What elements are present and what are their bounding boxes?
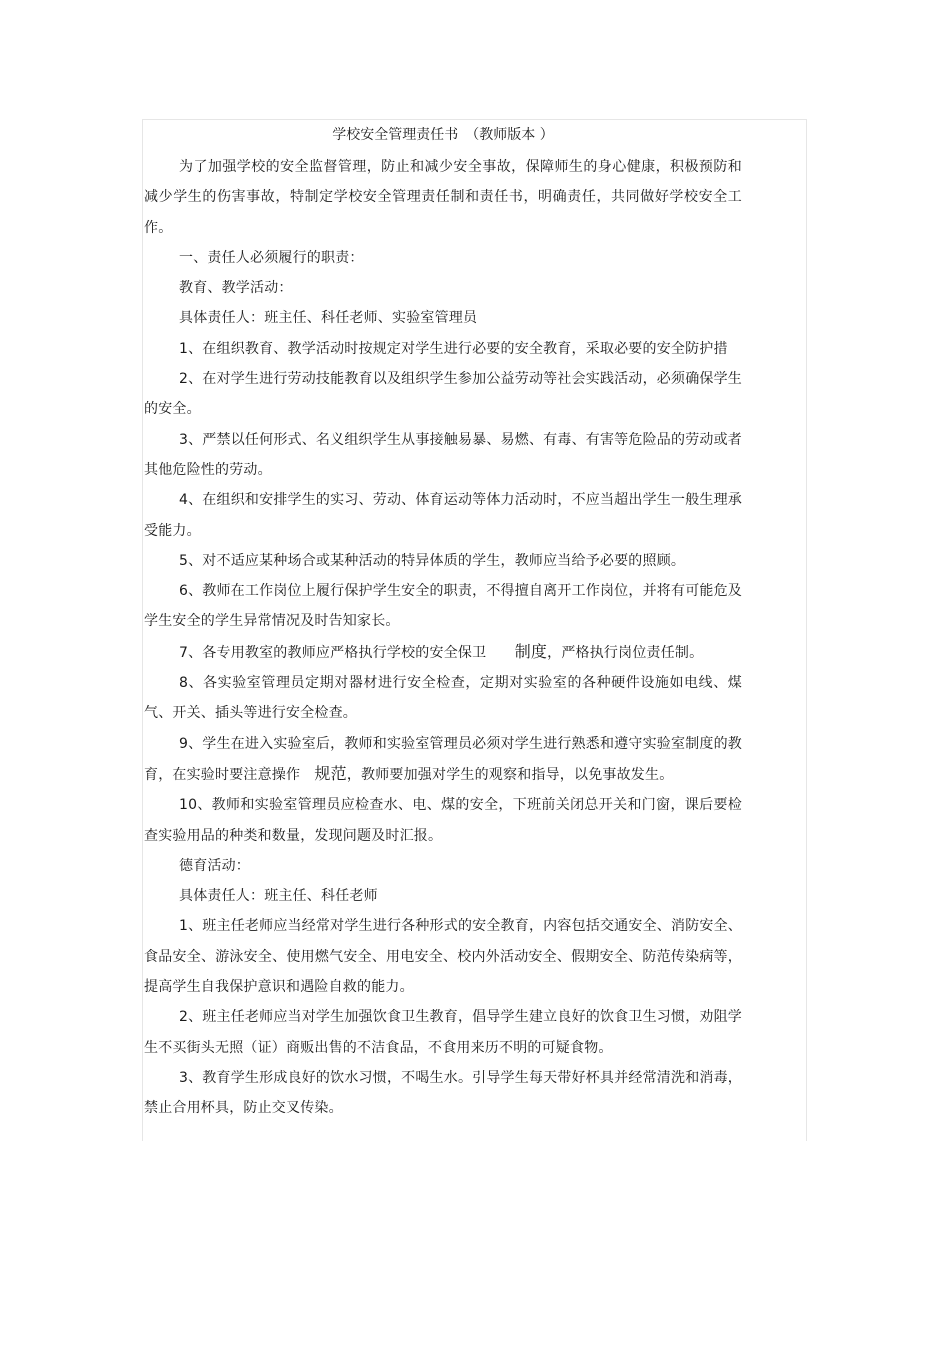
teaching-item-4: 4、在组织和安排学生的实习、劳动、体育运动等体力活动时，不应当超出学生一般生理承受能力。: [144, 492, 742, 539]
teaching-item-9: [144, 729, 742, 791]
teaching-item-5: 5、对不适应某种场合或某种活动的特异体质的学生，教师应当给予必要的照顾。: [179, 552, 686, 569]
teaching-item-6: 6、教师在工作岗位上履行保护学生安全的职责，不得擅自离开工作岗位，并将有可能危及学生安全的学生异常情况及时告知家长。: [144, 583, 742, 630]
moral-item-1: 1、班主任老师应当经常对学生进行各种形式的安全教育，内容包括交通安全、消防安全、食品安全、游泳安全、使用燃气安全、用电安全、校内外活动安全、假期安全、防范传染病等，提高学生自我保护意识和遇险自救的能力。: [144, 918, 742, 996]
teaching-item-9-part-a: 9、学生在进入实验室后，教师和实验室管理员必须对学生进行熟悉和遵守实验室制度的教育，在实验时要注意操作: [144, 735, 742, 783]
teaching-item-9-part-b: 规范: [314, 763, 347, 783]
teaching-item-2: 2、在对学生进行劳动技能教育以及组织学生参加公益劳动等社会实践活动，必须确保学生的安全。: [144, 371, 742, 418]
teaching-item-7: [144, 637, 742, 668]
teaching-responsible: 具体责任人：班主任、科任老师、实验室管理员: [179, 310, 478, 327]
section-heading-duties: 一、责任人必须履行的职责：: [179, 249, 364, 266]
moral-item-3: 3、教育学生形成良好的饮水习惯，不喝生水。引导学生每天带好杯具并经常清洗和消毒，禁止合用杯具，防止交叉传染。: [144, 1069, 742, 1117]
document-title: 学校安全管理责任书 （教师版本 ）: [332, 127, 554, 143]
teaching-item-7-part-c: ，严格执行岗位责任制。: [547, 644, 704, 661]
teaching-item-7-part-b: 制度: [514, 641, 548, 661]
teaching-item-3: 3、严禁以任何形式、名义组织学生从事接触易暴、易燃、有毒、有害等危险品的劳动或者其他危险性的劳动。: [144, 431, 742, 478]
teaching-item-9-part-c: ，教师要加强对学生的观察和指导，以免事故发生。: [346, 766, 674, 783]
moral-heading: 德育活动：: [179, 857, 250, 874]
teaching-item-8: 8、各实验室管理员定期对器材进行安全检查，定期对实验室的各种硬件设施如电线、煤气、开关、插头等进行安全检查。: [144, 675, 742, 722]
moral-item-2: 2、班主任老师应当对学生加强饮食卫生教育，倡导学生建立良好的饮食卫生习惯，劝阻学生不买街头无照（证）商贩出售的不洁食品，不食用来历不明的可疑食物。: [144, 1009, 742, 1056]
teaching-item-1: 1、在组织教育、教学活动时按规定对学生进行必要的安全教育，采取必要的安全防护措: [179, 340, 728, 357]
document-body: [144, 124, 742, 1124]
intro-paragraph: 为了加强学校的安全监督管理，防止和减少安全事故，保障师生的身心健康，积极预防和减少学生的伤害事故，特制定学校安全管理责任制和责任书，明确责任，共同做好学校安全工作。: [144, 159, 742, 236]
teaching-item-7-part-a: 7、各专用教室的教师应严格执行学校的安全保卫: [179, 644, 515, 661]
moral-responsible: 具体责任人：班主任、科任老师: [179, 888, 378, 905]
teaching-heading: 教育、教学活动：: [179, 280, 293, 297]
teaching-item-10: 10、教师和实验室管理员应检查水、电、煤的安全，下班前关闭总开关和门窗，课后要检查实验用品的种类和数量，发现问题及时汇报。: [144, 797, 742, 844]
